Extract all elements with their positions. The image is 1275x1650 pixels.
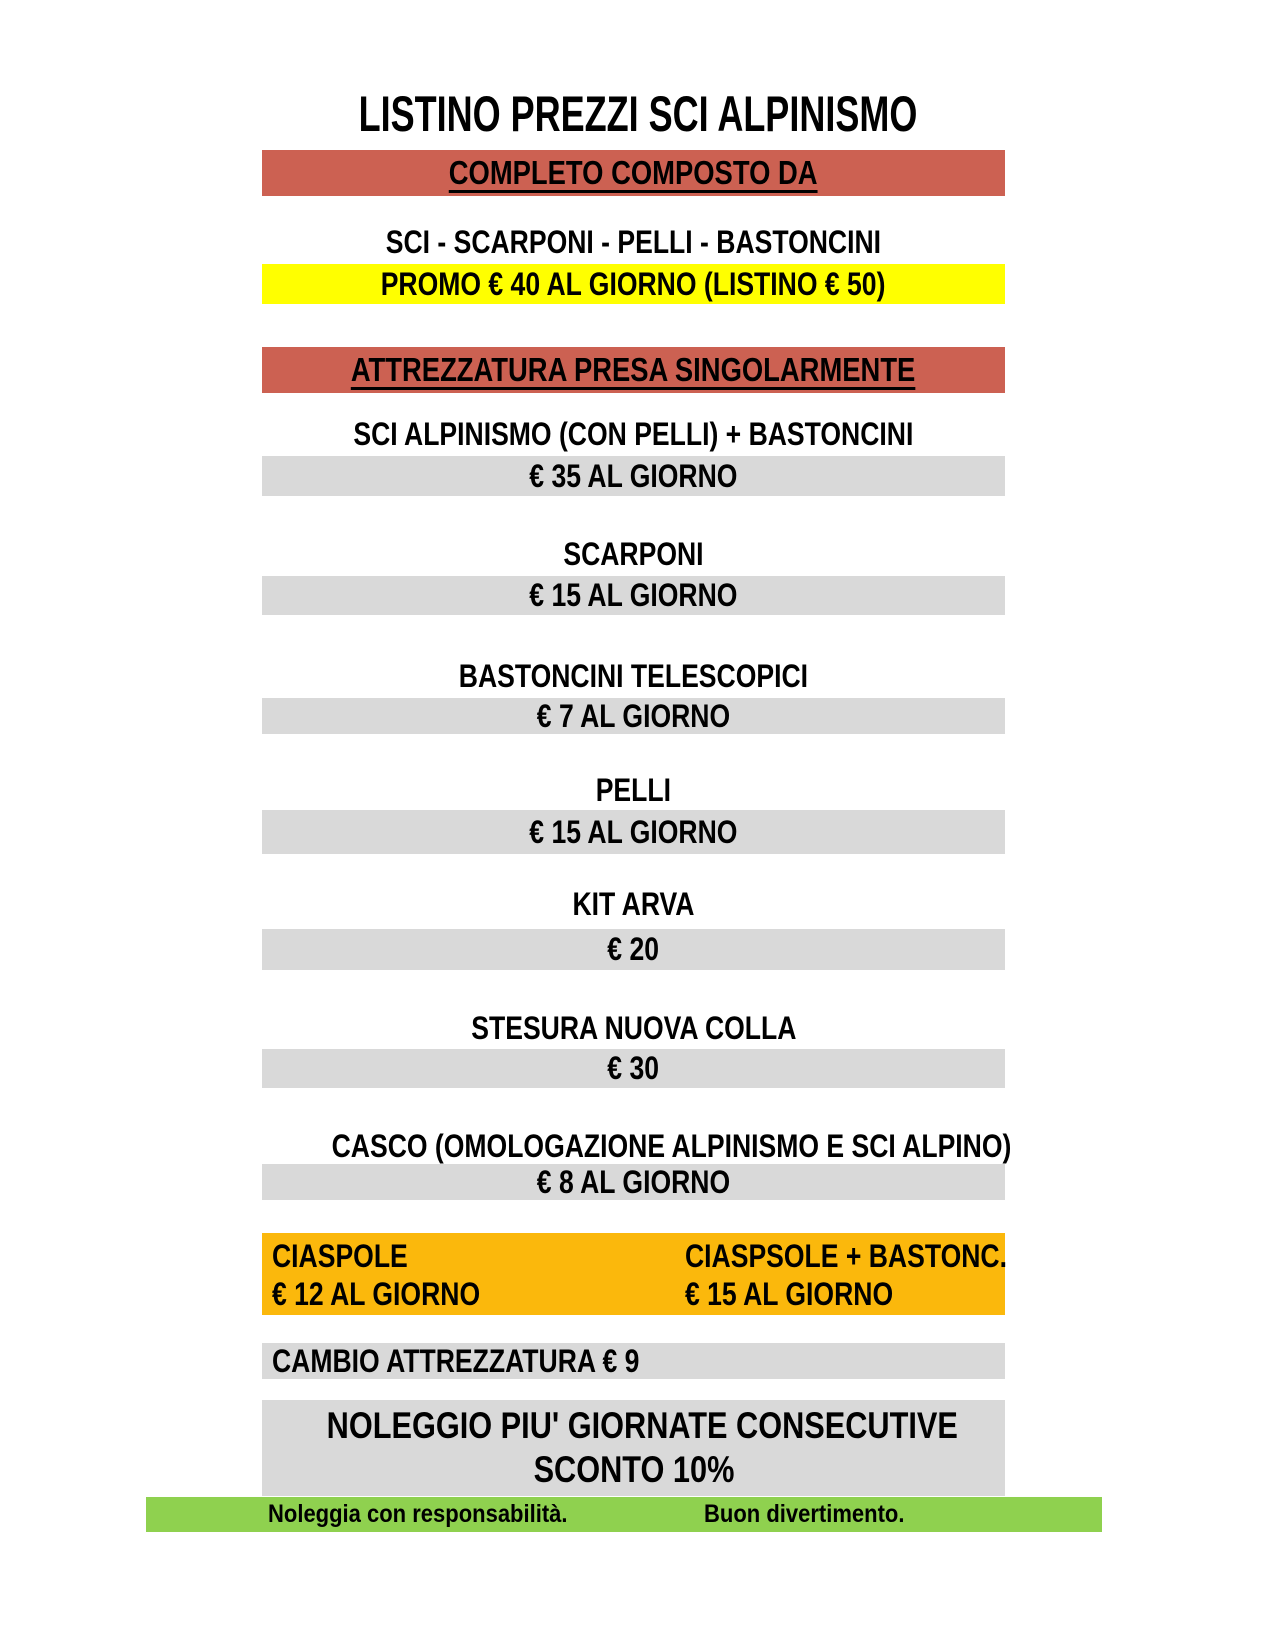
noleggio-bar	[262, 1400, 1005, 1496]
section-header-singolarmente	[262, 347, 1005, 393]
ciaspole-right-column	[685, 1237, 1073, 1313]
item-name-text: SCARPONI	[563, 536, 704, 572]
item-price-bar	[262, 929, 1005, 970]
item-price-bar	[262, 576, 1005, 615]
item-name	[262, 886, 1005, 922]
item-name	[262, 1010, 1005, 1046]
footer-right-wrap	[704, 1497, 932, 1532]
ciaspole-right-price: € 15 AL GIORNO	[685, 1275, 894, 1312]
item-name-text: CASCO (OMOLOGAZIONE ALPINISMO E SCI ALPINO)	[331, 1128, 1012, 1164]
cambio-bar	[262, 1343, 1005, 1379]
ciaspole-left-price: € 12 AL GIORNO	[272, 1275, 481, 1312]
item-price-text: € 15 AL GIORNO	[529, 813, 738, 850]
page-title-text: LISTINO PREZZI SCI ALPINISMO	[358, 85, 917, 142]
item-name	[262, 658, 1005, 694]
noleggio-line2: SCONTO 10%	[533, 1449, 734, 1490]
section-header-singolarmente-text: ATTREZZATURA PRESA SINGOLARMENTE	[351, 351, 916, 388]
completo-items-text: SCI - SCARPONI - PELLI - BASTONCINI	[385, 224, 882, 260]
completo-items-line	[262, 224, 1005, 260]
promo-text: PROMO € 40 AL GIORNO (LISTINO € 50)	[381, 265, 886, 302]
item-name-text: STESURA NUOVA COLLA	[470, 1010, 797, 1046]
cambio-text: CAMBIO ATTREZZATURA € 9	[272, 1342, 640, 1379]
section-header-completo	[262, 150, 1005, 196]
item-price-bar	[262, 698, 1005, 734]
item-name-text: BASTONCINI TELESCOPICI	[458, 658, 809, 694]
noleggio-line1: NOLEGGIO PIU' GIORNATE CONSECUTIVE	[326, 1405, 958, 1446]
ciaspole-block	[262, 1233, 1005, 1315]
footer-right-text: Buon divertimento.	[704, 1500, 905, 1528]
promo-bar	[262, 264, 1005, 304]
item-price-text: € 20	[607, 931, 660, 967]
ciaspole-left-name: CIASPOLE	[272, 1237, 408, 1274]
item-name-text: KIT ARVA	[572, 886, 695, 922]
item-price-text: € 7 AL GIORNO	[536, 697, 731, 734]
item-price-bar	[262, 456, 1005, 496]
footer-left-wrap	[268, 1497, 608, 1532]
item-name	[262, 1128, 1012, 1164]
item-price-text: € 15 AL GIORNO	[529, 577, 738, 613]
item-price-bar	[262, 810, 1005, 854]
footer-bar	[146, 1497, 1102, 1532]
item-price-text: € 35 AL GIORNO	[529, 457, 738, 494]
section-header-completo-text: COMPLETO COMPOSTO DA	[449, 154, 818, 191]
ciaspole-right-name: CIASPSOLE + BASTONC.	[685, 1237, 1007, 1274]
page-title	[0, 86, 1275, 142]
item-name	[262, 772, 1005, 808]
item-price-text: € 8 AL GIORNO	[536, 1163, 731, 1200]
ciaspole-left-column	[272, 1237, 523, 1313]
item-price-text: € 30	[607, 1050, 660, 1086]
item-price-bar	[262, 1049, 1005, 1088]
item-name	[262, 536, 1005, 572]
item-name	[262, 416, 1005, 452]
item-price-bar	[262, 1164, 1005, 1200]
item-name-text: SCI ALPINISMO (CON PELLI) + BASTONCINI	[353, 416, 914, 452]
footer-left-text: Noleggia con responsabilità.	[268, 1500, 568, 1528]
item-name-text: PELLI	[595, 772, 672, 808]
